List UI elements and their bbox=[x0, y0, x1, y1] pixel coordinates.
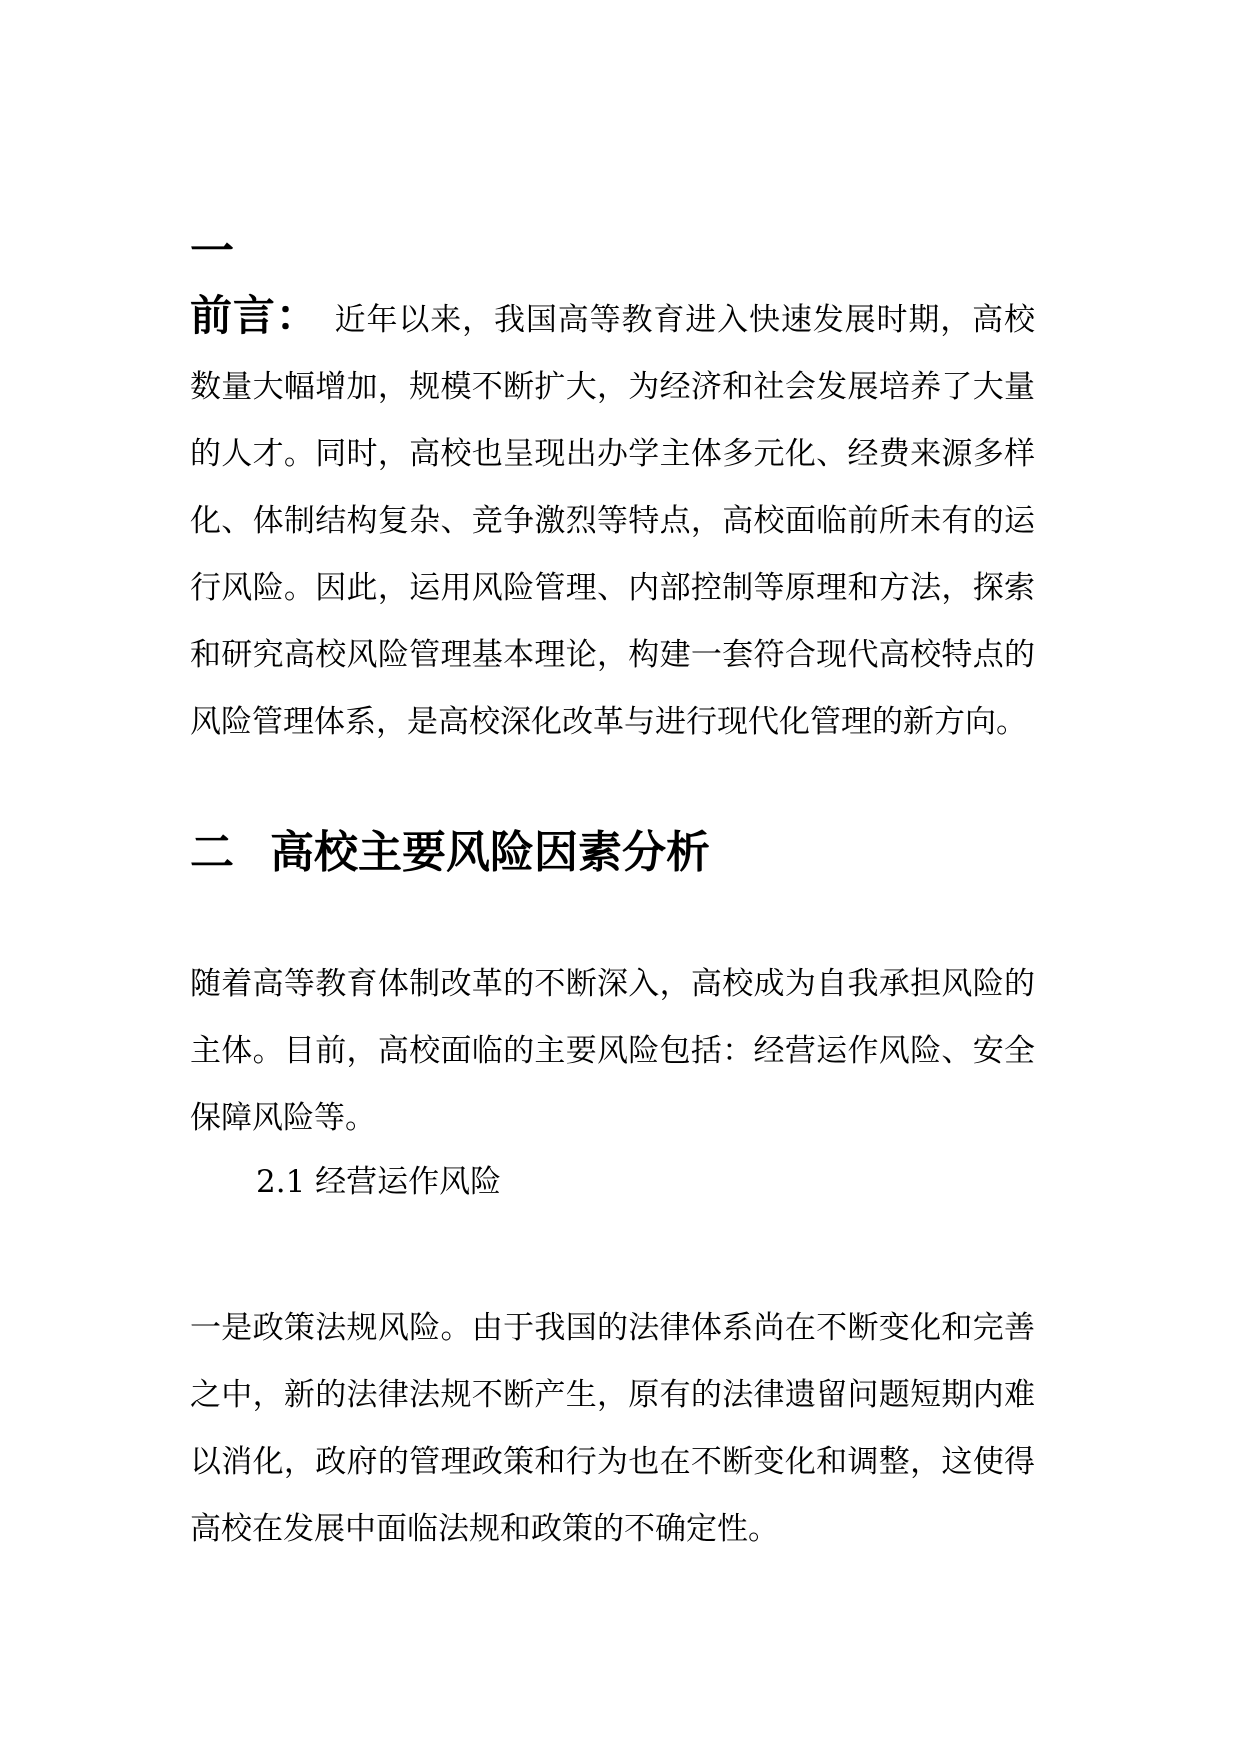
section-1-body: 近年以来，我国高等教育进入快速发展时期，高校数量大幅增加，规模不断扩大，为经济和社会发展培养了大量的人才。同时，高校也呈现出办学主体多元化、经费来源多样化、体制结构复杂、竞争激烈等特点，高校面临前所未有的运行风险。因此，运用风险管理、内部控制等原理和方法，探索和研究高校风险管理基本理论，构建一套符合现代高校特点的风险管理体系，是高校深化改革与进行现代化管理的新方向。 bbox=[190, 302, 1035, 740]
section-1-paragraph bbox=[190, 282, 1035, 756]
section-2-number: 二 bbox=[190, 827, 234, 878]
document-content bbox=[190, 222, 1035, 1563]
section-2-intro: 随着高等教育体制改革的不断深入，高校成为自我承担风险的主体。目前，高校面临的主要风险包括：经营运作风险、安全保障风险等。 bbox=[190, 966, 1035, 1136]
section-1-lead: 前言： bbox=[190, 291, 319, 340]
subsection-2-1-number: 2.1 bbox=[256, 1164, 306, 1200]
policy-risk-paragraph: 一是政策法规风险。由于我国的法律体系尚在不断变化和完善之中，新的法律法规不断产生，原有的法律遗留问题短期内难以消化，政府的管理政策和行为也在不断变化和调整，这使得高校在发展中面临法规和政策的不确定性。 bbox=[190, 1310, 1035, 1547]
subsection-2-1-heading bbox=[190, 1152, 1035, 1212]
subsection-2-1-title: 经营运作风险 bbox=[315, 1164, 502, 1200]
section-2-title: 高校主要风险因素分析 bbox=[270, 827, 710, 878]
section-2-heading bbox=[190, 823, 1035, 883]
section-1-number: 一 bbox=[190, 226, 234, 277]
